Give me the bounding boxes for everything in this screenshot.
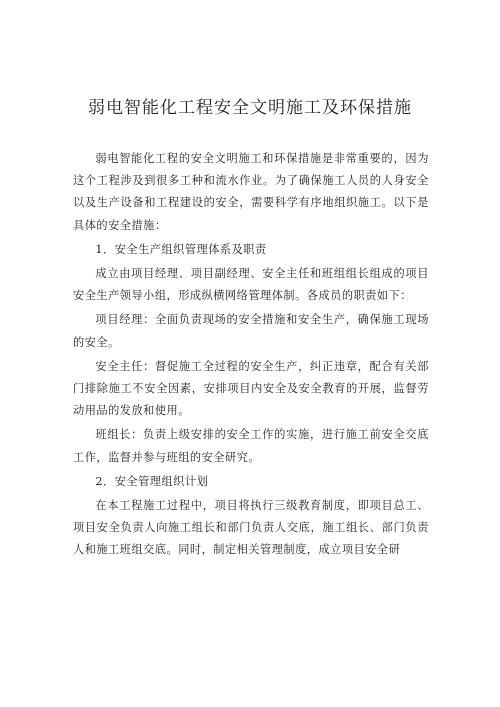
document-title: 弱电智能化工程安全文明施工及环保措施 bbox=[88, 98, 412, 118]
paragraph-organization: 成立由项目经理、项目副经理、安全主任和班组组长组成的项目安全生产领导小组，形成纵横网络管理体制。各成员的职责如下： bbox=[73, 267, 429, 303]
paragraph-team-leader: 班组长：负责上级安排的安全工作的实施，进行施工前安全交底工作，监督并参与班组的安全研究。 bbox=[73, 428, 429, 464]
document-body bbox=[73, 148, 429, 562]
paragraph-project-manager: 项目经理：全面负责现场的安全措施和安全生产，确保施工现场的安全。 bbox=[73, 313, 429, 349]
paragraph-intro: 弱电智能化工程的安全文明施工和环保措施是非常重要的，因为这个工程涉及到很多工种和流水作业。为了确保施工人员的人身安全以及生产设备和工程建设的安全，需要科学有序地组织施工。以下是具体的安全措施： bbox=[73, 152, 429, 232]
paragraph-education-system: 在本工程施工过程中，项目将执行三级教育制度，即项目总工、项目安全负责人向施工组长和部门负责人交底，施工组长、部门负责人和施工班组交底。同时，制定相关管理制度，成立项目安全研 bbox=[73, 499, 429, 557]
paragraph-safety-director: 安全主任：督促施工全过程的安全生产，纠正违章，配合有关部门排除施工不安全因素，安排项目内安全及安全教育的开展，监督劳动用品的发放和使用。 bbox=[73, 359, 429, 418]
section-heading-2: 2．安全管理组织计划 bbox=[95, 474, 209, 488]
section-heading-1: 1．安全生产组织管理体系及职责 bbox=[95, 242, 267, 256]
